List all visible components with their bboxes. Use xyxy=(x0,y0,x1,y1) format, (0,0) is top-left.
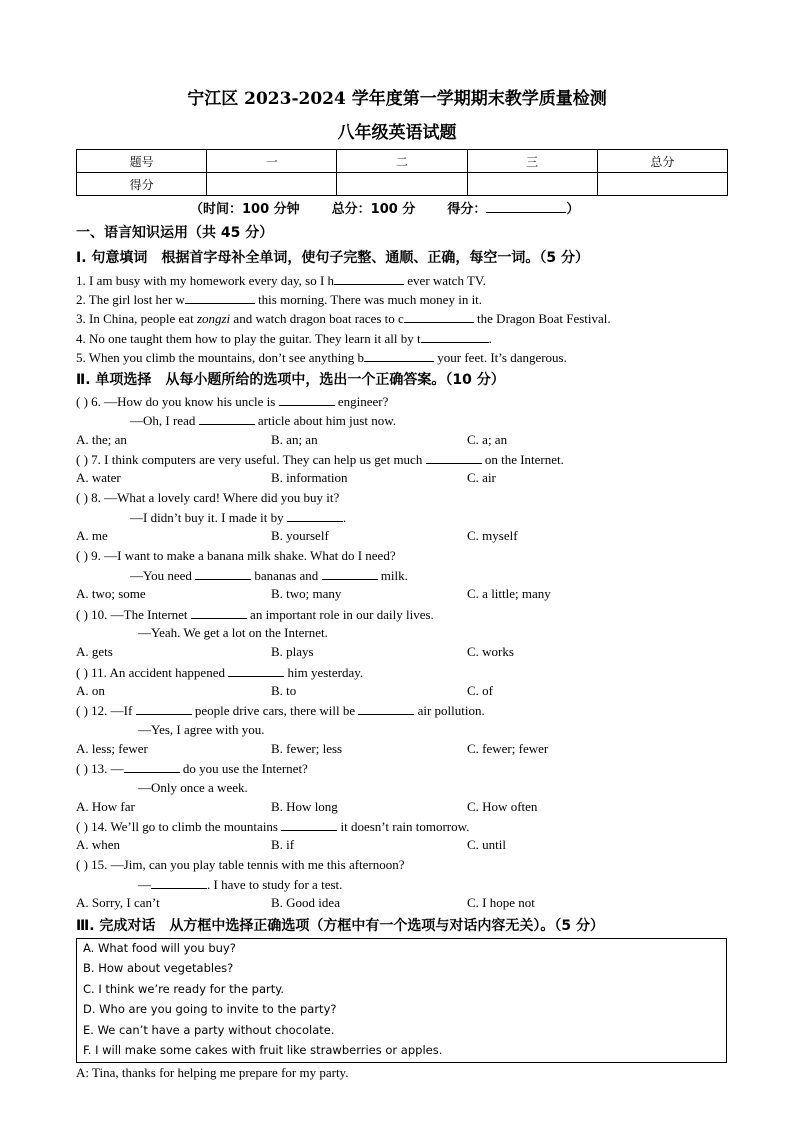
score-input-cell[interactable] xyxy=(597,173,727,196)
option-c[interactable]: C. air xyxy=(467,470,496,485)
answer-blank[interactable] xyxy=(199,412,255,425)
q-text: — xyxy=(138,877,151,892)
question-line xyxy=(76,818,469,835)
answer-blank[interactable] xyxy=(358,702,414,715)
q-text: ( ) 14. We’ll go to climb the mountains xyxy=(76,819,282,834)
question-line xyxy=(138,876,342,893)
q-text: engineer? xyxy=(334,394,389,409)
box-option[interactable]: F. I will make some cakes with fruit like strawberries or apples. xyxy=(83,1043,443,1057)
section3-title: Ⅲ. 完成对话 从方框中选择正确选项（方框中有一个选项与对话内容无关）。（5 分） xyxy=(76,918,605,934)
option-a[interactable]: A. Sorry, I can’t xyxy=(76,895,160,910)
item-text: and watch dragon boat races to c xyxy=(230,311,404,326)
item-text: 1. I am busy with my homework every day, so I h xyxy=(76,273,335,288)
option-a[interactable]: A. me xyxy=(76,528,108,543)
answer-blank[interactable] xyxy=(279,393,335,406)
table-cell: 总分 xyxy=(597,150,727,173)
score-table-header-row xyxy=(77,150,728,173)
exam-total: 总分：100 分 xyxy=(331,202,416,217)
q-text: —You need xyxy=(130,568,196,583)
q-text: article about him just now. xyxy=(254,413,397,428)
box-option[interactable]: D. Who are you going to invite to the party? xyxy=(83,1002,337,1016)
option-c[interactable]: C. until xyxy=(467,837,507,852)
option-b[interactable]: B. to xyxy=(271,683,297,698)
item-text: this morning. There was much money in it. xyxy=(254,292,483,307)
option-b[interactable]: B. How long xyxy=(271,799,338,814)
question-line xyxy=(130,567,408,584)
item-text: 3. In China, people eat xyxy=(76,311,197,326)
box-option[interactable]: B. How about vegetables? xyxy=(83,961,234,975)
option-a[interactable]: A. How far xyxy=(76,799,135,814)
exam-info xyxy=(190,198,579,217)
option-c[interactable]: C. How often xyxy=(467,799,538,814)
answer-blank[interactable] xyxy=(421,330,489,343)
exam-title: 宁江区 2023-2024 学年度第一学期期末教学质量检测 xyxy=(187,89,607,109)
option-c[interactable]: C. a; an xyxy=(467,432,508,447)
option-a[interactable]: A. water xyxy=(76,470,121,485)
option-c[interactable]: C. a little; many xyxy=(467,586,551,601)
option-a[interactable]: A. less; fewer xyxy=(76,741,148,756)
italic-word: zongzi xyxy=(196,311,231,326)
q-text: bananas and xyxy=(251,568,322,583)
question-line xyxy=(130,412,396,429)
table-cell: 得分 xyxy=(77,173,207,196)
question-line xyxy=(76,606,434,623)
question-line: —Yes, I agree with you. xyxy=(138,722,265,737)
answer-blank[interactable] xyxy=(404,310,474,323)
option-a[interactable]: A. gets xyxy=(76,644,113,659)
q-text: —Oh, I read xyxy=(130,413,199,428)
q-text: air pollution. xyxy=(414,703,485,718)
option-c[interactable]: C. I hope not xyxy=(467,895,535,910)
question-line xyxy=(76,702,485,719)
question-line: —Only once a week. xyxy=(138,780,248,795)
q-text: ( ) 13. — xyxy=(76,761,124,776)
answer-blank[interactable] xyxy=(191,606,247,619)
option-a[interactable]: A. two; some xyxy=(76,586,146,601)
answer-blank[interactable] xyxy=(281,818,337,831)
table-cell: 一 xyxy=(207,150,337,173)
exam-info-close: ） xyxy=(566,202,580,217)
question-line: —Yeah. We get a lot on the Internet. xyxy=(138,625,328,640)
score-blank[interactable] xyxy=(486,200,566,213)
answer-blank[interactable] xyxy=(195,567,251,580)
fill-item xyxy=(76,349,567,366)
score-input-cell[interactable] xyxy=(337,173,467,196)
item-text: 5. When you climb the mountains, don’t see anything b xyxy=(76,350,365,365)
exam-score-label: 得分： xyxy=(447,202,487,217)
answer-blank[interactable] xyxy=(185,291,255,304)
item-text: 4. No one taught them how to play the guitar. They learn it all by t xyxy=(76,331,421,346)
option-b[interactable]: B. Good idea xyxy=(271,895,340,910)
q-text: him yesterday. xyxy=(284,665,364,680)
q-text: people drive cars, there will be xyxy=(191,703,359,718)
option-b[interactable]: B. yourself xyxy=(271,528,329,543)
q-text: . I have to study for a test. xyxy=(207,877,343,892)
option-c[interactable]: C. fewer; fewer xyxy=(467,741,549,756)
section1-title: Ⅰ. 句意填词 根据首字母补全单词，使句子完整、通顺、正确，每空一词。（5 分） xyxy=(76,250,590,266)
option-c[interactable]: C. of xyxy=(467,683,493,698)
part1-title: 一、语言知识运用（共 45 分） xyxy=(76,225,274,241)
q-text: milk. xyxy=(377,568,408,583)
q-text: it doesn’t rain tomorrow. xyxy=(337,819,470,834)
answer-blank[interactable] xyxy=(124,760,180,773)
option-a[interactable]: A. on xyxy=(76,683,105,698)
question-line xyxy=(76,760,308,777)
answer-blank[interactable] xyxy=(426,451,482,464)
item-text: . xyxy=(488,331,492,346)
score-table xyxy=(76,149,728,196)
answer-blank[interactable] xyxy=(364,349,434,362)
item-text: the Dragon Boat Festival. xyxy=(473,311,611,326)
option-b[interactable]: B. two; many xyxy=(271,586,342,601)
table-cell: 题号 xyxy=(77,150,207,173)
question-line xyxy=(76,664,363,681)
option-c[interactable]: C. myself xyxy=(467,528,518,543)
answer-blank[interactable] xyxy=(136,702,192,715)
fill-item xyxy=(76,291,482,308)
box-option[interactable]: C. I think we’re ready for the party. xyxy=(83,982,285,996)
option-a[interactable]: A. the; an xyxy=(76,432,127,447)
dialog-line: A: Tina, thanks for helping me prepare for my party. xyxy=(76,1065,349,1080)
q-text: ( ) 6. —How do you know his uncle is xyxy=(76,394,279,409)
question-line: ( ) 8. —What a lovely card! Where did you buy it? xyxy=(76,490,340,505)
section2-title: Ⅱ. 单项选择 从每小题所给的选项中，选出一个正确答案。（10 分） xyxy=(76,372,505,388)
table-cell: 二 xyxy=(337,150,467,173)
box-option[interactable]: A. What food will you buy? xyxy=(83,941,236,955)
q-text: ( ) 12. —If xyxy=(76,703,136,718)
question-line xyxy=(76,393,388,410)
item-text: your feet. It’s dangerous. xyxy=(434,350,567,365)
box-option[interactable]: E. We can’t have a party without chocolate. xyxy=(83,1023,335,1037)
option-a[interactable]: A. when xyxy=(76,837,121,852)
fill-item xyxy=(76,330,492,347)
q-text: on the Internet. xyxy=(481,452,564,467)
q-text: ( ) 11. An accident happened xyxy=(76,665,229,680)
q-text: . xyxy=(342,510,347,525)
question-line xyxy=(130,509,346,526)
answer-blank[interactable] xyxy=(322,567,378,580)
table-cell: 三 xyxy=(467,150,597,173)
question-line: ( ) 9. —I want to make a banana milk shake. What do I need? xyxy=(76,548,396,563)
question-line xyxy=(76,451,564,468)
option-b[interactable]: B. plays xyxy=(271,644,314,659)
fill-item xyxy=(76,272,486,289)
answer-blank[interactable] xyxy=(334,272,404,285)
option-c[interactable]: C. works xyxy=(467,644,514,659)
score-input-cell[interactable] xyxy=(467,173,597,196)
options-box xyxy=(76,938,727,1063)
option-b[interactable]: B. an; an xyxy=(271,432,318,447)
item-text: ever watch TV. xyxy=(404,273,486,288)
option-b[interactable]: B. information xyxy=(271,470,348,485)
answer-blank[interactable] xyxy=(228,664,284,677)
q-text: ( ) 7. I think computers are very useful. They can help us get much xyxy=(76,452,426,467)
fill-item xyxy=(76,310,611,327)
q-text: an important role in our daily lives. xyxy=(246,607,434,622)
score-input-cell[interactable] xyxy=(207,173,337,196)
answer-blank[interactable] xyxy=(287,509,343,522)
q-text: do you use the Internet? xyxy=(179,761,308,776)
score-table-score-row xyxy=(77,173,728,196)
q-text: —I didn’t buy it. I made it by xyxy=(130,510,287,525)
option-b[interactable]: B. if xyxy=(271,837,295,852)
exam-subtitle: 八年级英语试题 xyxy=(337,123,457,143)
option-b[interactable]: B. fewer; less xyxy=(271,741,343,756)
answer-blank[interactable] xyxy=(151,876,207,889)
q-text: ( ) 10. —The Internet xyxy=(76,607,191,622)
item-text: 2. The girl lost her w xyxy=(76,292,185,307)
exam-time: （时间：100 分钟 xyxy=(190,202,300,217)
question-line: ( ) 15. —Jim, can you play table tennis with me this afternoon? xyxy=(76,857,405,872)
